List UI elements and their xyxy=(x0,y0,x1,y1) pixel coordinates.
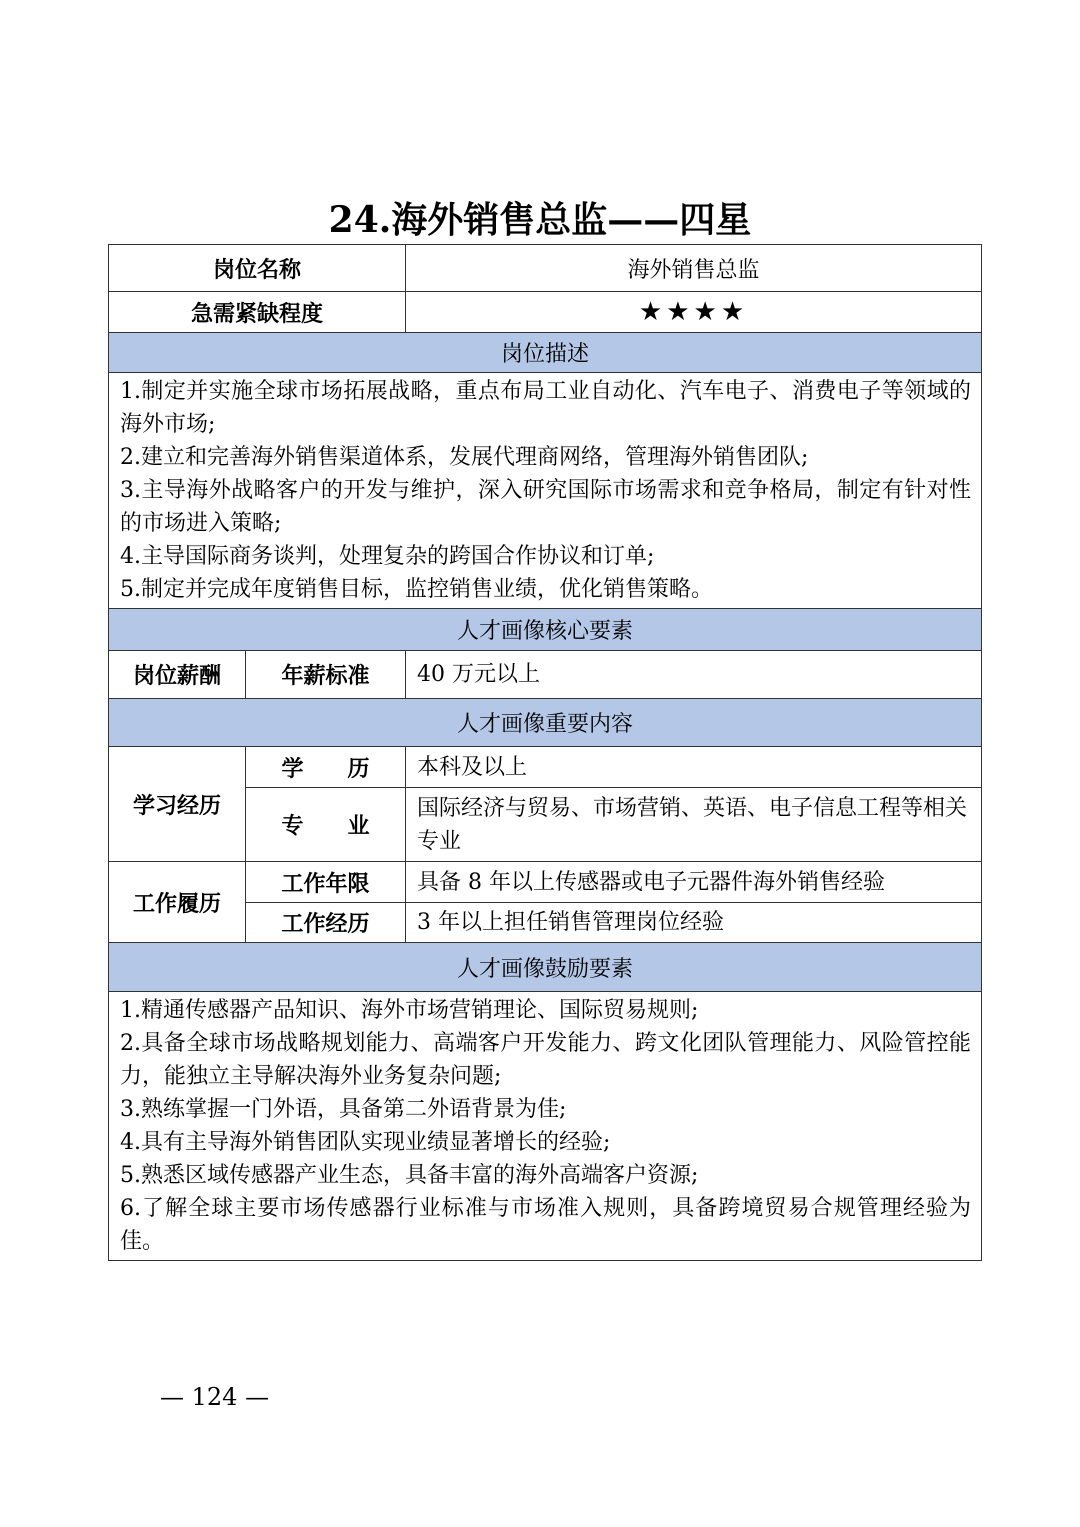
description-item: 2.建立和完善海外销售渠道体系，发展代理商网络，管理海外销售团队; xyxy=(120,445,809,470)
description-item: 1.制定并实施全球市场拓展战略，重点布局工业自动化、汽车电子、消费电子等领域的海外市场; xyxy=(120,379,972,437)
encourage-header: 人才画像鼓励要素 xyxy=(109,943,982,992)
salary-value: 40 万元以上 xyxy=(406,651,982,699)
degree-label: 学 历 xyxy=(246,747,406,788)
urgency-stars: ★★★★ xyxy=(406,292,982,333)
page-number: — 124 — xyxy=(160,1383,270,1411)
degree-value: 本科及以上 xyxy=(406,747,982,788)
major-value: 国际经济与贸易、市场营销、英语、电子信息工程等相关专业 xyxy=(406,788,982,862)
encourage-body xyxy=(109,992,982,1261)
position-name-row xyxy=(109,245,982,292)
experience-label: 工作经历 xyxy=(246,903,406,943)
encourage-item: 5.熟悉区域传感器产业生态，具备丰富的海外高端客户资源; xyxy=(120,1163,699,1188)
experience-value: 3 年以上担任销售管理岗位经验 xyxy=(406,903,982,943)
description-body xyxy=(109,373,982,609)
page-title: 24.海外销售总监——四星 xyxy=(328,199,752,241)
salary-sub-label: 年薪标准 xyxy=(246,651,406,699)
urgency-row xyxy=(109,292,982,333)
core-header: 人才画像核心要素 xyxy=(109,609,982,651)
description-header: 岗位描述 xyxy=(109,333,982,373)
years-label: 工作年限 xyxy=(246,862,406,903)
education-label: 学习经历 xyxy=(109,747,246,862)
important-header: 人才画像重要内容 xyxy=(109,699,982,747)
encourage-item: 3.熟练掌握一门外语，具备第二外语背景为佳; xyxy=(120,1097,567,1122)
description-item: 5.制定并完成年度销售目标，监控销售业绩，优化销售策略。 xyxy=(120,577,713,602)
salary-row xyxy=(109,651,982,699)
work-label: 工作履历 xyxy=(109,862,246,943)
position-name-label: 岗位名称 xyxy=(109,245,406,292)
years-value: 具备 8 年以上传感器或电子元器件海外销售经验 xyxy=(406,862,982,903)
encourage-item: 2.具备全球市场战略规划能力、高端客户开发能力、跨文化团队管理能力、风险管控能力，能独立主导解决海外业务复杂问题; xyxy=(120,1031,972,1089)
encourage-item: 1.精通传感器产品知识、海外市场营销理论、国际贸易规则; xyxy=(120,998,699,1023)
major-label: 专 业 xyxy=(246,788,406,862)
years-row xyxy=(109,862,982,903)
degree-row xyxy=(109,747,982,788)
urgency-label: 急需紧缺程度 xyxy=(109,292,406,333)
description-item: 3.主导海外战略客户的开发与维护，深入研究国际市场需求和竞争格局，制定有针对性的市场进入策略; xyxy=(120,478,972,536)
salary-label: 岗位薪酬 xyxy=(109,651,246,699)
description-item: 4.主导国际商务谈判，处理复杂的跨国合作协议和订单; xyxy=(120,544,655,569)
encourage-item: 4.具有主导海外销售团队实现业绩显著增长的经验; xyxy=(120,1130,611,1155)
encourage-item: 6.了解全球主要市场传感器行业标准与市场准入规则，具备跨境贸易合规管理经验为佳。 xyxy=(120,1196,972,1254)
position-name-value: 海外销售总监 xyxy=(406,245,982,292)
position-table xyxy=(108,244,982,1261)
